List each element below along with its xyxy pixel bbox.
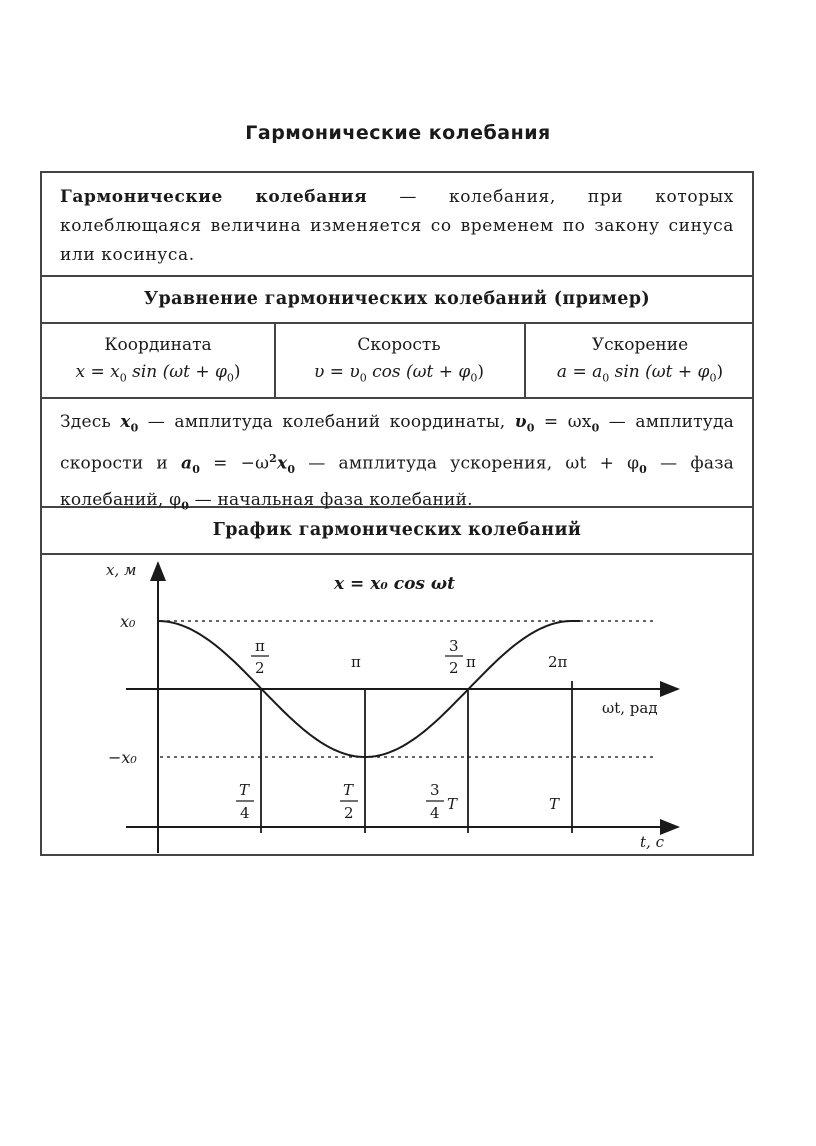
y-axis-label: x, м [106, 561, 137, 579]
graph-formula: x = x₀ cos ωt [334, 574, 455, 594]
acceleration-cell [524, 324, 756, 397]
acceleration-formula: $a = a_0$ $\sin (\omega t + \varphi_0)$ [556, 362, 724, 385]
definition-text: — колебания, при которых колеблющаяся величина изменяется со временем по закону синуса или косинуса. [60, 187, 734, 265]
equation-heading: Уравнение гармонических колебаний (пример) [42, 277, 752, 324]
velocity-formula: $\upsilon = \upsilon_0$ $\cos (\omega t + \varphi_0)$ [314, 362, 484, 385]
info-card [40, 171, 754, 856]
amplitude-note: Здесь $x_0$ — амплитуда колебаний координаты, $\upsilon_0 = \omega x_0$ — амплитуда скорости и $a_0 = -\omega^2x_0$ — амплитуда ускорения, $\omega t + \varphi_0$ — фаза колебаний, $\varphi_0$ — начальная фаза колебаний. [42, 399, 752, 508]
label-t2-den: 2 [344, 804, 354, 822]
definition-term: Гармонические колебания [60, 187, 368, 207]
t-axis-label: t, с [640, 833, 664, 851]
definition-block [42, 173, 752, 277]
label-t34-den: 4 [430, 804, 440, 822]
label-t4-den: 4 [240, 804, 250, 822]
label-T: T [549, 795, 560, 813]
y-tick-x0: x₀ [120, 612, 136, 631]
y-tick-minus-x0: −x₀ [108, 748, 137, 767]
label-t2-num: T [343, 781, 354, 799]
graph-svg [42, 555, 756, 856]
equation-row [42, 324, 752, 399]
velocity-cell [274, 324, 526, 397]
x-axis-label: ωt, рад [602, 699, 658, 717]
label-3pi-over-2-den: 2 [449, 659, 459, 677]
label-pi-over-2-den: 2 [255, 659, 265, 677]
coordinate-cell [42, 324, 276, 397]
label-t34-T: T [447, 795, 458, 813]
label-t34-num: 3 [430, 781, 440, 799]
velocity-label: Скорость [357, 335, 441, 355]
page-title: Гармонические колебания [245, 122, 551, 144]
label-3pi-over-2-num: 3 [449, 637, 459, 655]
label-pi: π [351, 653, 361, 671]
coordinate-formula: $x = x_0$ $\sin (\omega t + \varphi_0)$ [75, 362, 241, 385]
label-3pi-over-2-pi: π [466, 653, 476, 671]
graph-heading: График гармонических колебаний [42, 508, 752, 555]
label-2pi: 2π [548, 653, 568, 671]
oscillation-graph [42, 555, 756, 856]
label-pi-over-2-num: π [255, 637, 265, 655]
acceleration-label: Ускорение [591, 335, 689, 355]
label-t4-num: T [239, 781, 250, 799]
coordinate-label: Координата [104, 335, 212, 355]
